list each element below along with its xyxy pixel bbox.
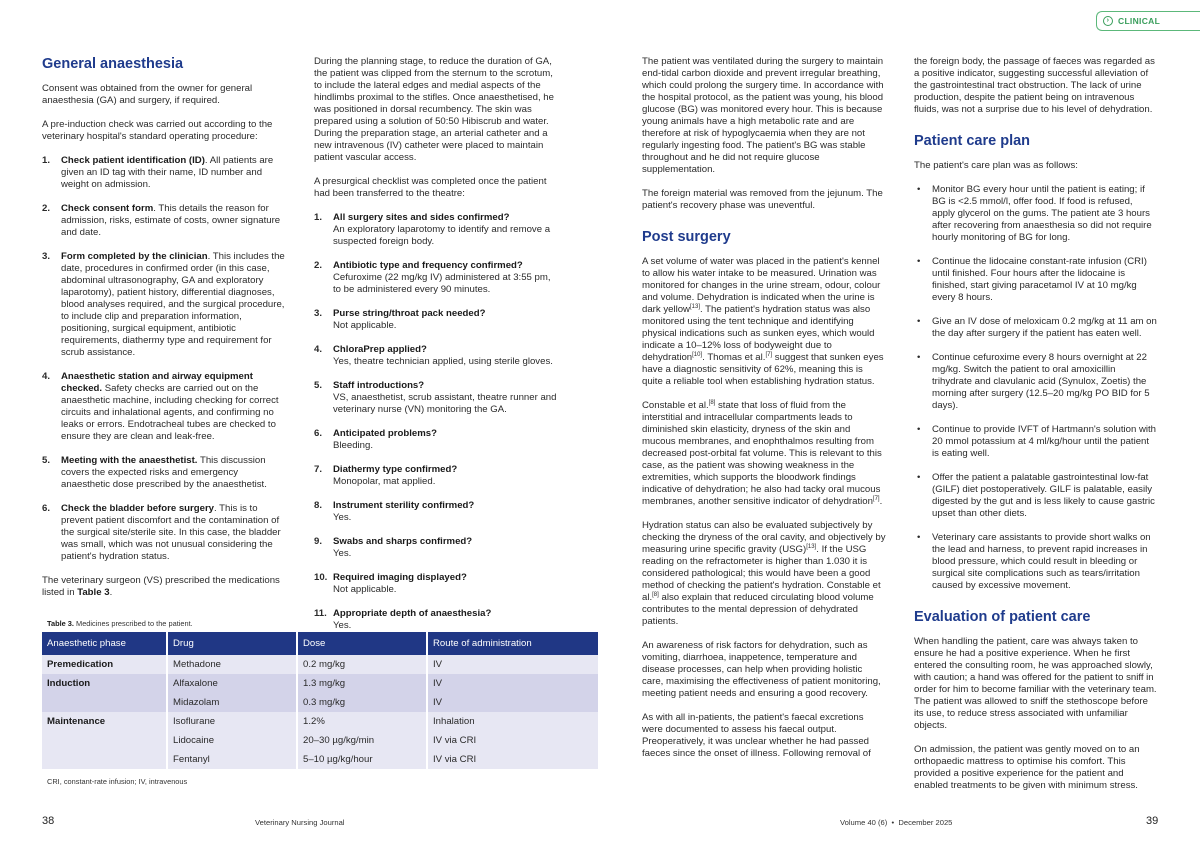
list-lead: Anaesthetic station and airway equipment checked. [61,371,253,394]
list-item [42,203,286,239]
paragraph [642,256,886,388]
list-item [914,316,1158,340]
medicines-table [42,632,598,769]
journal-name: Veterinary Nursing Journal [255,818,345,827]
column-header: Anaesthetic phase [42,632,167,655]
table-cell: 1.3 mg/kg [297,674,427,693]
column-3 [642,56,886,772]
checklist-answer: Yes. [333,512,352,523]
table-cell: 20–30 µg/kg/min [297,731,427,750]
bullet-icon: • [917,184,921,195]
table-row [42,712,598,731]
text: . The patient's hydration status was also monitored using the tent technique and identifying physical indications such as sunken eyes, which would indicate a 10–12% loss of bodyweight due to dehydration [642,304,875,363]
paragraph: A presurgical checklist was completed once the patient had been transferred to the theatre: [314,176,547,199]
heading-general-anaesthesia: General anaesthesia [42,56,184,72]
checklist-question: ChloraPrep applied? [333,344,427,355]
list-item [314,572,558,596]
table-cell: IV via CRI [427,750,598,769]
list-text: Continue to provide IVFT of Hartmann's solution with 20 mmol potassium at 4 ml/kg/hour until the patient is eating well. [932,424,1157,459]
checklist-answer: Not applicable. [333,584,397,595]
checklist-answer: Bleeding. [333,440,374,451]
list-item [914,256,1158,304]
list-number: 6. [314,428,323,439]
list-number: 8. [314,500,323,511]
checklist-answer: VS, anaesthetist, scrub assistant, theatre runner and veterinary nurse (VN) monitoring the GA. [333,392,557,415]
paragraph: On admission, the patient was gently moved on to an orthopaedic mattress to optimise his comfort. This provided a positive experience for the patient and enabled treatments to be given with minimum stress. [914,744,1140,791]
paragraph: When handling the patient, care was always taken to ensure he had a positive experience. When he first entered the consulting room, he was approached slowly, with caution; a hand was offered for the patient to sniff in order for him to become familiar with the veterinary team. The patient was allowed to sniff the stethoscope before its use, to reduce stress associated with unfamiliar objects. [914,636,1157,731]
list-number: 1. [314,212,323,223]
citation: [7] [872,496,880,502]
text: . [879,496,883,507]
list-item [314,608,558,632]
list-item [314,344,558,368]
list-lead: Check patient identification (ID) [61,155,205,166]
list-number: 5. [42,455,51,466]
list-lead: Check the bladder before surgery [61,503,215,514]
checklist-answer: Yes. [333,548,352,559]
bullet-icon: • [917,472,921,483]
list-text: Monitor BG every hour until the patient is eating; if BG is <2.5 mmol/l, offer food. If food is refused, apply glycerol on the gums. The patient ate 3 hours after recovering from anaesthesia so did not require hourly monitoring of BG for long. [932,184,1152,243]
list-number: 6. [42,503,51,514]
text: The veterinary surgeon (VS) prescribed the medications listed in [42,575,280,598]
list-item [914,424,1158,460]
list-item [314,464,558,488]
presurgical-checklist [314,212,558,632]
checklist-question: Swabs and sharps confirmed? [333,536,473,547]
checklist-question: Appropriate depth of anaesthesia? [333,608,492,619]
checklist-answer: Monopolar, mat applied. [333,476,436,487]
list-item [314,308,558,332]
table-footnote: CRI, constant-rate infusion; IV, intravenous [47,777,188,786]
table-cell [42,731,167,750]
list-item [42,155,286,191]
citation: [13] [690,304,701,310]
list-number: 7. [314,464,323,475]
list-text: Veterinary care assistants to provide short walks on the lead and harness, to prevent rapid increases in blood pressure, which could result in bleeding or surgical site complications such as tears/irritation caused by excessive movement. [932,532,1151,591]
table-row [42,655,598,674]
list-number: 5. [314,380,323,391]
citation: [10] [692,352,703,358]
list-item [42,251,286,359]
column-header: Drug [167,632,297,655]
list-item [314,536,558,560]
text: also explain that reduced circulating blood volume contributes to the mental depression of dehydrated patients. [642,592,874,627]
list-item [42,371,286,443]
table-cell: Alfaxalone [167,674,297,693]
citation: [13] [806,544,817,550]
list-item [314,212,558,248]
citation: [8] [708,400,716,406]
paragraph: The patient's care plan was as follows: [914,160,1078,171]
paragraph: As with all in-patients, the patient's faecal excretions were documented to assess his faecal output. Preoperatively, it was unclear whether he had passed faeces since the onset of illness. Following removal of [642,712,871,759]
checklist-question: Required imaging displayed? [333,572,467,583]
checklist-question: Antibiotic type and frequency confirmed? [333,260,523,271]
column-header: Route of administration [427,632,598,655]
list-number: 1. [42,155,51,166]
table-cell: IV [427,655,598,674]
bullet-icon: • [917,352,921,363]
list-number: 2. [42,203,51,214]
table-cell: 5–10 µg/kg/hour [297,750,427,769]
text: . Thomas et al. [702,352,766,363]
paragraph [42,575,286,599]
checklist-answer: Yes. [333,620,352,631]
list-number: 2. [314,260,323,271]
checklist-answer: Not applicable. [333,320,397,331]
list-item [914,352,1158,412]
list-item [314,428,558,452]
table-cell [42,750,167,769]
list-text: This discussion covers the expected risks and emergency anaesthetic dose prescribed by the anaesthetist. [61,455,267,490]
citation: [7] [765,352,773,358]
table-cell: 0.2 mg/kg [297,655,427,674]
table-cell: 0.3 mg/kg [297,693,427,712]
table-caption-label: Table 3. [47,619,74,628]
table-cell: Induction [42,674,167,693]
heading-post-surgery: Post surgery [642,229,731,245]
table-cell [42,693,167,712]
list-number: 9. [314,536,323,547]
list-text: Offer the patient a palatable gastrointestinal low-fat (GILF) diet postoperatively. GILF is palatable, easily digested by the gut and is less likely to cause gastric upset than other diets. [932,472,1155,519]
checklist-question: Diathermy type confirmed? [333,464,458,475]
citation: [8] [652,592,659,598]
table-cell: 1.2% [297,712,427,731]
care-plan-list [914,184,1158,592]
list-item [914,532,1158,592]
list-text: . This details the reason for admission, risks, estimate of costs, owner signature and date. [61,203,281,238]
table-row [42,674,598,693]
checklist-question: Instrument sterility confirmed? [333,500,475,511]
heading-patient-care-plan: Patient care plan [914,133,1031,149]
list-text: . This includes the date, procedures in confirmed order (in this case, abdominal ultrasonography, GA and exploratory laparotomy), patient history, differential diagnoses, blood analyses required, and the surgical procedure, to include clip and preparation information, positioning, surgical equipment, antibiotic requirements, diathermy type and requirement for scrub assistance. [61,251,285,358]
paragraph: The foreign material was removed from the jejunum. The patient's recovery phase was uneventful. [642,188,883,211]
paragraph: During the planning stage, to reduce the duration of GA, the patient was clipped from the sternum to the scrotum, to include the lateral edges and medial aspects of the hindlimbs proximal to the stifles. Once anaesthetised, he was positioned in dorsal recumbency. The skin was prepared using a solution of 50:50 Hibiscrub and water. During the preparation stage, an arterial catheter and a new intravenous (IV) catheter were placed to maintain patient vascular access. [314,56,554,163]
table-cell: Fentanyl [167,750,297,769]
table-cell: Premedication [42,655,167,674]
checklist-answer: Cefuroxime (22 mg/kg IV) administered at 3:55 pm, to be administered every 90 minutes. [333,272,551,295]
list-text: . This is to prevent patient discomfort and the contamination of the surgical site/sterile site. In this case, the bladder was small, which was not unusual considering the patient's hydration status. [61,503,281,562]
text: . [109,587,113,598]
paragraph: Consent was obtained from the owner for general anaesthesia (GA) and surgery, if required. [42,83,253,106]
list-item [914,472,1158,520]
bullet-icon: • [917,424,921,435]
table-cell: Lidocaine [167,731,297,750]
checklist-question: Purse string/throat pack needed? [333,308,486,319]
table-caption-text: Medicines prescribed to the patient. [73,619,193,628]
bullet-icon: • [917,256,921,267]
list-lead: Check consent form [61,203,154,214]
table-cell: Isoflurane [167,712,297,731]
paragraph [642,400,886,508]
column-header: Dose [297,632,427,655]
list-text: Give an IV dose of meloxicam 0.2 mg/kg at 11 am on the day after surgery if the patient has eaten well. [932,316,1157,339]
table-cell: Maintenance [42,712,167,731]
list-text: Safety checks are carried out on the anaesthetic machine, including checking for correct circuits and inhalational agents, and confirming no leaks or errors. Endotracheal tubes are checked to ensure they are clean and leak-free. [61,383,279,442]
paragraph: The patient was ventilated during the surgery to maintain end-tidal carbon dioxide and prevent irregular breathing, which could prolong the surgery time. In accordance with the hospital protocol, as the patient was young, his blood glucose (BG) was monitored every hour. This is because young animals have a high metabolic rate and are therefore at risk of hypoglycaemia when they are not regularly ingesting food. The patient's BG was stable throughout and he did not require glucose supplementation. [642,56,884,175]
checklist-question: Anticipated problems? [333,428,437,439]
list-item [914,184,1158,244]
list-item [314,260,558,296]
text: state that loss of fluid from the interstitial and intracellular compartments leads to diminished skin elasticity, dryness of the skin and mucous membranes, and enophthalmos resulting from decreased post-orbital fat volume. This is relevant to this case, as the patient was showing weakness in the extremities, which supports the bloodwork findings indicative of dehydration; he also had tacky oral mucous membranes, another sensitive indicator of dehydration [642,400,882,507]
bullet-icon: • [917,316,921,327]
table-row [42,750,598,769]
pre-induction-checklist [42,155,286,563]
heading-evaluation-of-patient-care: Evaluation of patient care [914,609,1091,625]
section-badge-label: CLINICAL [1118,16,1161,26]
table-header-row [42,632,598,655]
paragraph [642,520,886,628]
paragraph: the foreign body, the passage of faeces was regarded as a positive indicator, suggesting successful alleviation of the gastrointestinal tract obstruction. The lack of urine production, despite the patient being on intravenous fluids, was not a surprise due to his level of dehydration. [914,56,1155,115]
section-badge-clinical [1096,11,1200,31]
text: Hydration status can also be evaluated subjectively by checking the dryness of the oral cavity, and objectively by measuring urine specific gravity (USG) [642,520,886,555]
page-number-left: 38 [42,815,55,827]
paragraph: An awareness of risk factors for dehydration, such as vomiting, diarrhoea, inappetence, temperature and disease processes, can help when providing holistic care, maximising the effectiveness of patient monitoring, meeting patient needs and ensuring a good recovery. [642,640,881,699]
page-number-right: 39 [1146,815,1159,827]
table-cell: Inhalation [427,712,598,731]
issue-info: Volume 40 (6) • December 2025 [840,818,953,827]
list-number: 4. [314,344,323,355]
list-lead: Form completed by the clinician [61,251,208,262]
circle-arrow-icon: › [1103,16,1113,26]
table-cell: IV via CRI [427,731,598,750]
text: suggest that sunken eyes have a diagnostic sensitivity of 62%, meaning this is quite a reliable tool when establishing hydration status. [642,352,884,387]
column-1 [42,55,286,611]
text: A set volume of water was placed in the patient's kennel to allow his water intake to be measured. Urination was monitored for changes in the urine stream, odour, colour and volume. Dehydration is indicated when the urine is dark yellow [642,256,881,315]
list-lead: Meeting with the anaesthetist. [61,455,198,466]
column-4 [914,56,1158,804]
table-reference: Table 3 [77,587,110,598]
table-row [42,731,598,750]
list-number: 4. [42,371,51,382]
list-number: 3. [42,251,51,262]
table-row [42,693,598,712]
checklist-question: Staff introductions? [333,380,425,391]
column-2 [314,56,558,644]
table-cell: IV [427,693,598,712]
table-cell: Methadone [167,655,297,674]
list-item [314,500,558,524]
list-number: 3. [314,308,323,319]
table-caption [47,618,193,630]
list-text: . All patients are given an ID tag with their name, ID number and weight on admission. [61,155,274,190]
checklist-question: All surgery sites and sides confirmed? [333,212,510,223]
list-item [314,380,558,416]
text: . If the USG reading on the refractometer is higher than 1.030 it is considered pathological; this would have been a good method of checking the patient's hydration. Constable et al. [642,544,881,603]
checklist-answer: Yes, theatre technician applied, using sterile gloves. [333,356,553,367]
list-item [42,503,286,563]
checklist-answer: An exploratory laparotomy to identify and remove a suspected foreign body. [333,224,551,247]
text: Constable et al. [642,400,709,411]
list-text: Continue cefuroxime every 8 hours overnight at 22 mg/kg. Switch the patient to oral amoxicillin trihydrate and clavulanic acid (Synulox, Zoetis) the morning after surgery (12.5–20 mg/kg PO BID for 5 days). [932,352,1150,411]
list-number: 11. [314,608,327,619]
bullet-icon: • [917,532,921,543]
list-text: Continue the lidocaine constant-rate infusion (CRI) until finished. Four hours after the lidocaine is finished, start giving paracetamol IV at 10 mg/kg every 8 hours. [932,256,1147,303]
list-number: 10. [314,572,328,583]
table-cell: IV [427,674,598,693]
list-item [42,455,286,491]
paragraph: A pre-induction check was carried out according to the veterinary hospital's standard operating procedure: [42,119,273,142]
table-cell: Midazolam [167,693,297,712]
